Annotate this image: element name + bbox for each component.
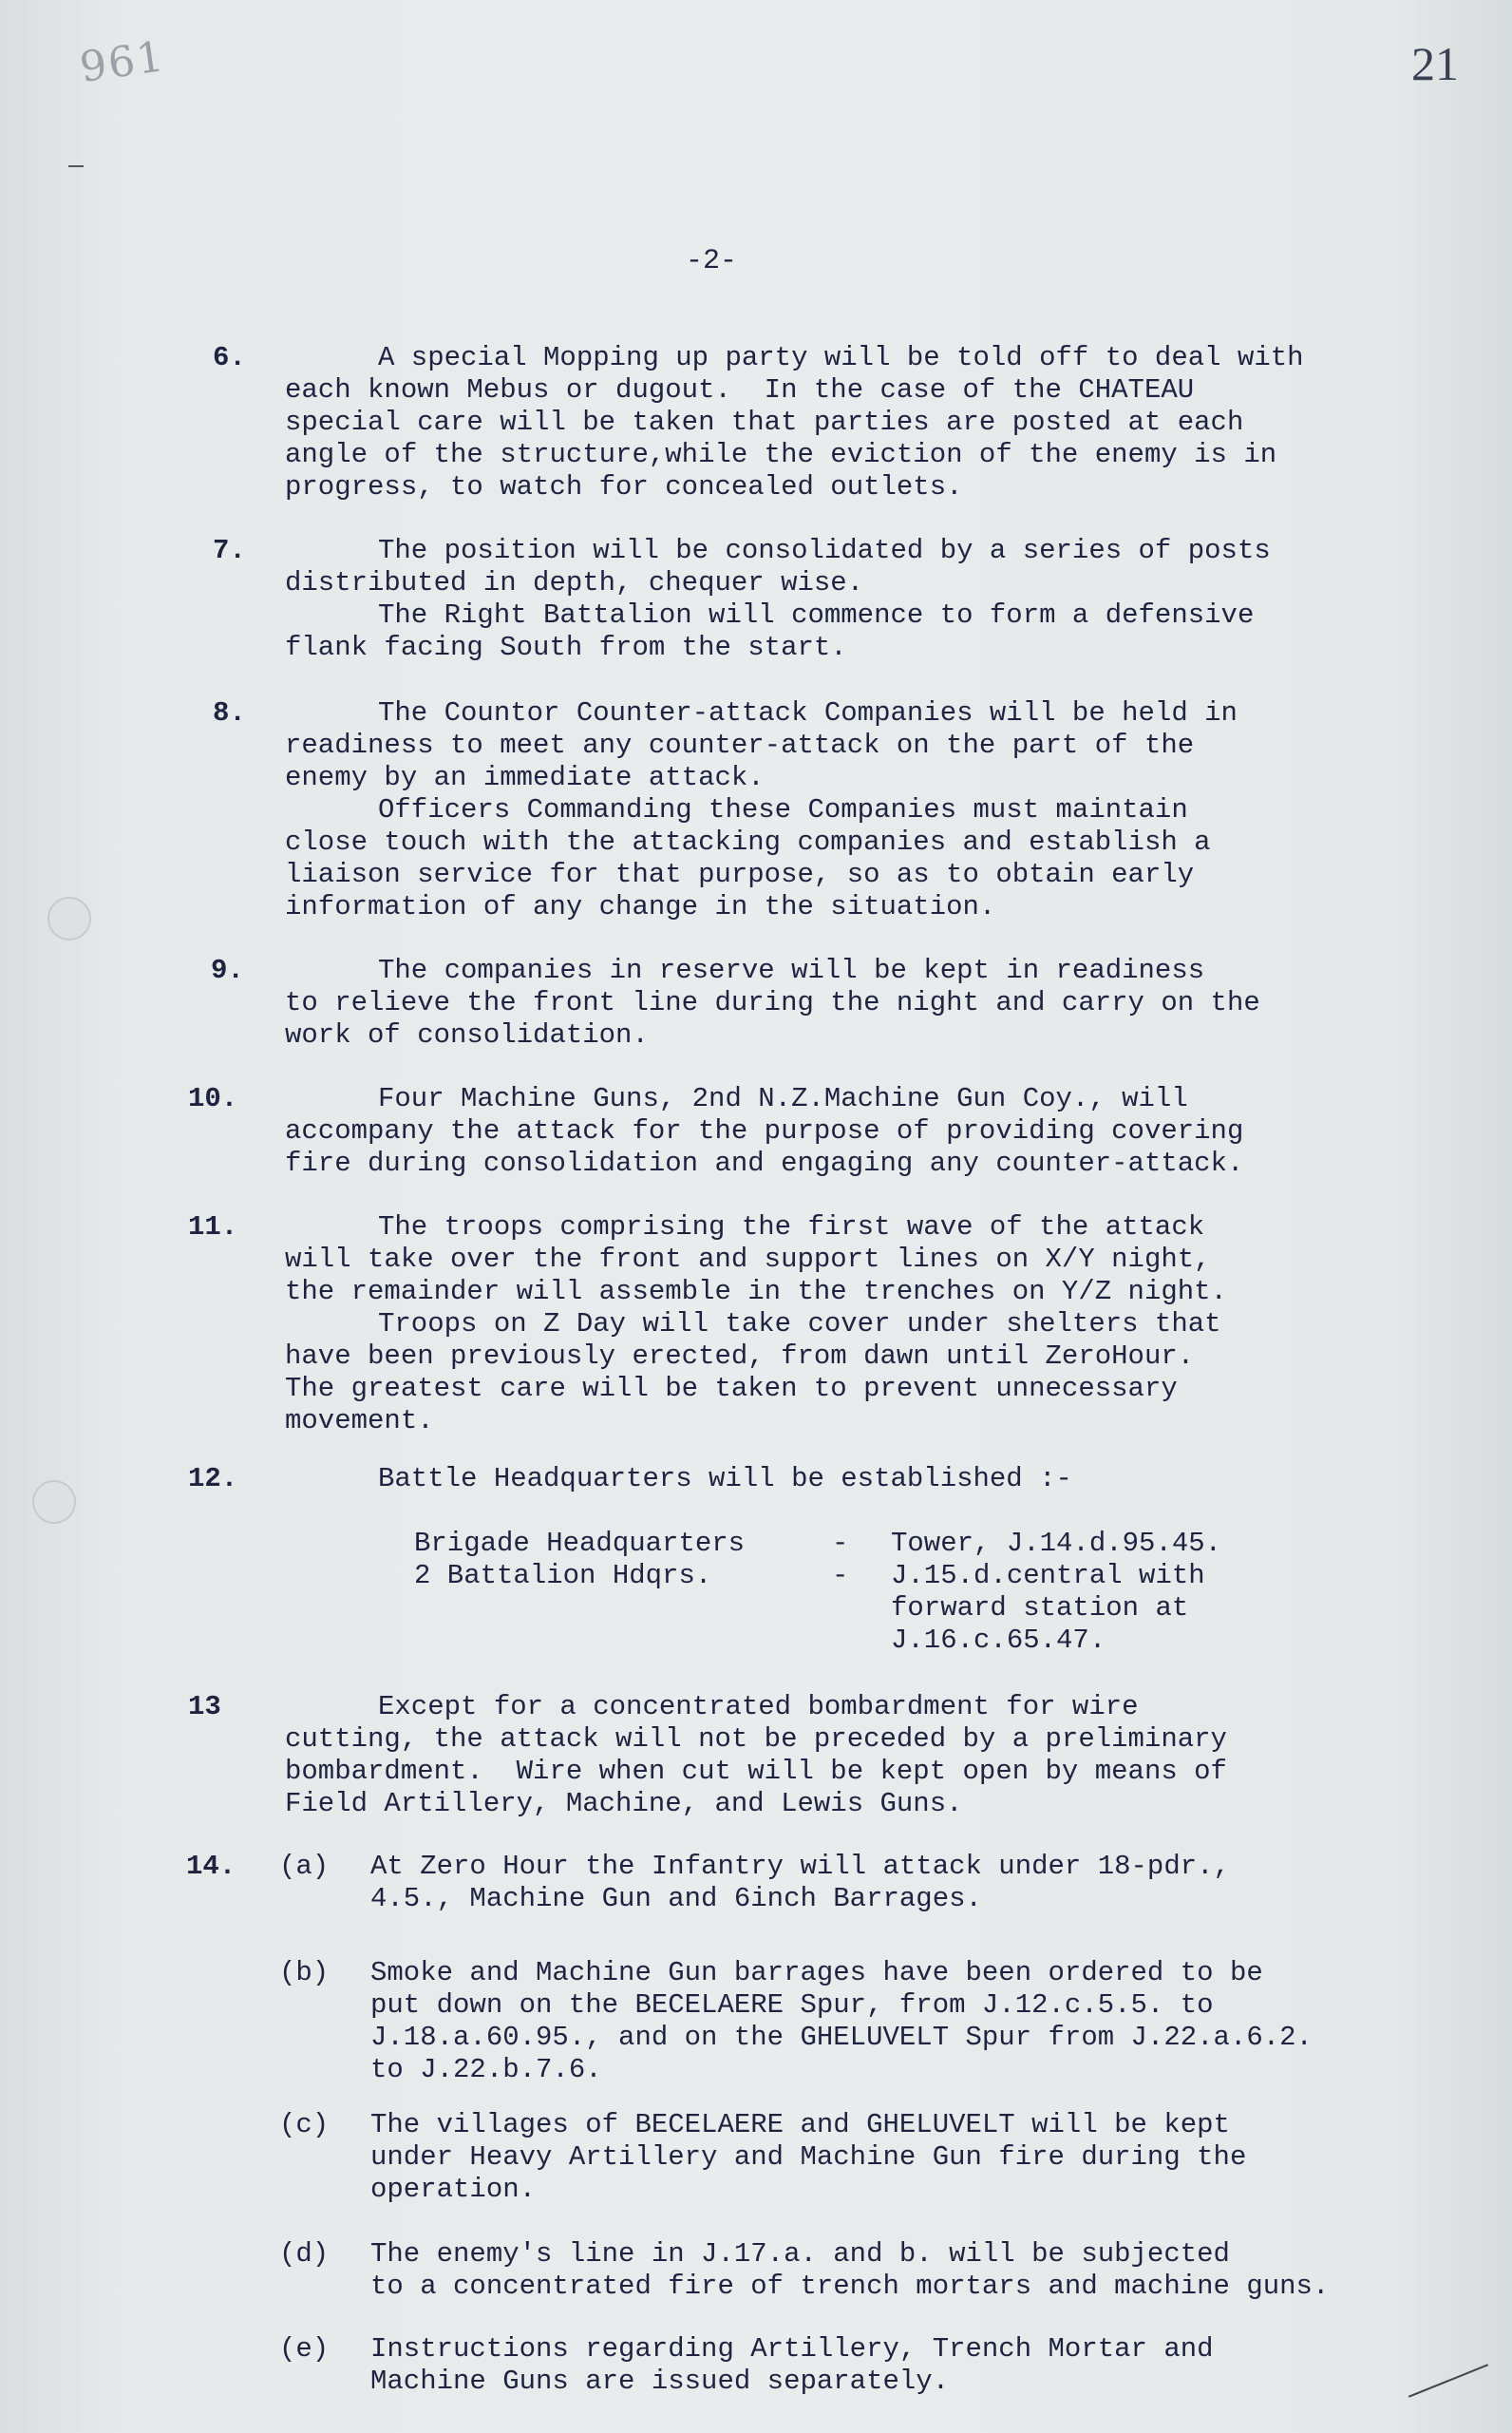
punch-hole — [47, 897, 91, 941]
hq-location: forward station at — [891, 1592, 1189, 1624]
paragraph-line: Officers Commanding these Companies must maintain — [378, 794, 1188, 826]
margin-mark — [68, 165, 84, 167]
sub-item-line: Smoke and Machine Gun barrages have been ordered to be — [370, 1957, 1263, 1988]
pencil-archive-number: 961 — [76, 31, 169, 93]
paragraph-line: to relieve the front line during the night and carry on the — [285, 987, 1260, 1018]
paragraph-line: angle of the structure,while the eviction of the enemy is in — [285, 439, 1277, 470]
paragraph-line: accompany the attack for the purpose of providing covering — [285, 1115, 1244, 1147]
sub-item-line: The enemy's line in J.17.a. and b. will be subjected — [370, 2238, 1230, 2270]
hq-dash: - — [832, 1560, 849, 1591]
paragraph-line: The Countor Counter-attack Companies will be held in — [378, 697, 1238, 729]
paragraph-number: 10. — [188, 1083, 238, 1114]
paragraph-line: each known Mebus or dugout. In the case of the CHATEAU — [285, 374, 1195, 406]
paragraph-line: The greatest care will be taken to prevent unnecessary — [285, 1373, 1178, 1404]
sub-item-line: to a concentrated fire of trench mortars and machine guns. — [370, 2271, 1330, 2302]
page-number: -2- — [686, 245, 738, 277]
paragraph-line: Field Artillery, Machine, and Lewis Guns. — [285, 1788, 963, 1819]
hq-label: 2 Battalion Hdqrs. — [414, 1560, 712, 1591]
hq-location: Tower, J.14.d.95.45. — [891, 1528, 1222, 1559]
sub-item-letter: (e) — [279, 2333, 330, 2365]
paragraph-line: work of consolidation. — [285, 1019, 649, 1051]
sub-item-line: At Zero Hour the Infantry will attack under 18-pdr., — [370, 1851, 1230, 1882]
paragraph-line: movement. — [285, 1405, 434, 1436]
paragraph-number: 11. — [188, 1211, 238, 1243]
pen-stroke — [1408, 2364, 1488, 2398]
paragraph-number: 14. — [186, 1851, 236, 1882]
paragraph-line: readiness to meet any counter-attack on the part of the — [285, 730, 1195, 761]
paragraph-line: A special Mopping up party will be told off to deal with — [378, 342, 1304, 373]
sub-item-letter: (b) — [279, 1957, 330, 1988]
paragraph-number: 6. — [213, 342, 246, 373]
paragraph-line: information of any change in the situation. — [285, 891, 996, 922]
punch-hole — [32, 1480, 76, 1524]
paragraph-line: the remainder will assemble in the trenches on Y/Z night. — [285, 1276, 1227, 1307]
hq-location: J.15.d.central with — [891, 1560, 1205, 1591]
paragraph-number: 9. — [211, 955, 244, 986]
sub-item-letter: (d) — [279, 2238, 330, 2270]
sub-item-letter: (a) — [279, 1851, 330, 1882]
sub-item-line: J.18.a.60.95., and on the GHELUVELT Spur from J.22.a.6.2. — [370, 2022, 1313, 2053]
paragraph-line: Battle Headquarters will be established :- — [378, 1463, 1072, 1494]
paragraph-number: 13 — [188, 1691, 221, 1722]
paragraph-number: 8. — [213, 697, 246, 729]
sub-item-letter: (c) — [279, 2109, 330, 2140]
paragraph-line: The position will be consolidated by a series of posts — [378, 535, 1271, 566]
paragraph-line: Troops on Z Day will take cover under shelters that — [378, 1308, 1221, 1340]
paragraph-number: 12. — [188, 1463, 238, 1494]
sub-item-line: put down on the BECELAERE Spur, from J.12.c.5.5. to — [370, 1989, 1214, 2021]
paragraph-line: cutting, the attack will not be preceded by a preliminary — [285, 1723, 1227, 1755]
paragraph-line: will take over the front and support lines on X/Y night, — [285, 1244, 1211, 1275]
paragraph-number: 7. — [213, 535, 246, 566]
sub-item-line: Machine Guns are issued separately. — [370, 2366, 950, 2397]
folio-number: 21 — [1411, 37, 1459, 90]
paragraph-line: Four Machine Guns, 2nd N.Z.Machine Gun Coy., will — [378, 1083, 1188, 1114]
sub-item-line: Instructions regarding Artillery, Trench Mortar and — [370, 2333, 1214, 2365]
sub-item-line: 4.5., Machine Gun and 6inch Barrages. — [370, 1883, 982, 1914]
sub-item-line: operation. — [370, 2174, 537, 2205]
hq-location: J.16.c.65.47. — [891, 1625, 1106, 1656]
paragraph-line: liaison service for that purpose, so as to obtain early — [285, 859, 1195, 890]
paragraph-line: progress, to watch for concealed outlets. — [285, 471, 963, 503]
paragraph-line: enemy by an immediate attack. — [285, 762, 765, 793]
paragraph-line: close touch with the attacking companies and establish a — [285, 827, 1211, 858]
paragraph-line: have been previously erected, from dawn until ZeroHour. — [285, 1340, 1195, 1372]
paragraph-line: fire during consolidation and engaging any counter-attack. — [285, 1148, 1244, 1179]
sub-item-line: under Heavy Artillery and Machine Gun fire during the — [370, 2141, 1247, 2173]
sub-item-line: The villages of BECELAERE and GHELUVELT will be kept — [370, 2109, 1230, 2140]
paragraph-line: The troops comprising the first wave of the attack — [378, 1211, 1205, 1243]
paragraph-line: The companies in reserve will be kept in readiness — [378, 955, 1205, 986]
hq-label: Brigade Headquarters — [414, 1528, 746, 1559]
hq-dash: - — [832, 1528, 849, 1559]
sub-item-line: to J.22.b.7.6. — [370, 2054, 602, 2085]
paragraph-line: flank facing South from the start. — [285, 632, 847, 663]
paragraph-line: The Right Battalion will commence to form a defensive — [378, 599, 1255, 631]
paragraph-line: distributed in depth, chequer wise. — [285, 567, 864, 599]
paragraph-line: Except for a concentrated bombardment for wire — [378, 1691, 1139, 1722]
paragraph-line: bombardment. Wire when cut will be kept open by means of — [285, 1756, 1227, 1787]
paragraph-line: special care will be taken that parties are posted at each — [285, 407, 1244, 438]
